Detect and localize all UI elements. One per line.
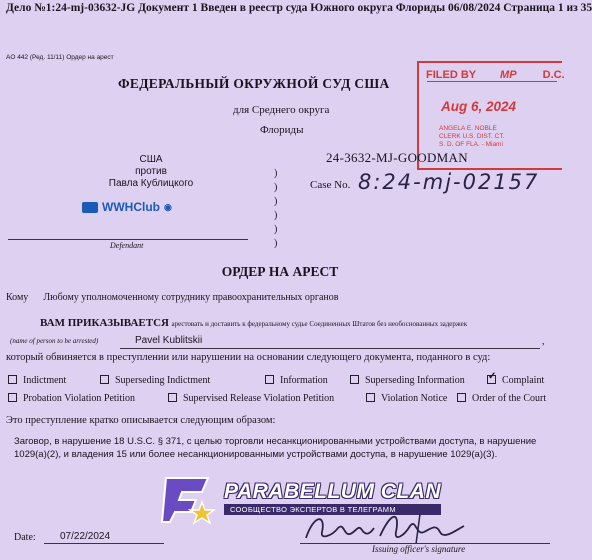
accused-line: который обвиняется в преступлении или нарушении на основании следующего документа, поданного в суд: (6, 352, 491, 363)
defendant-name: Павла Кублицкого (108, 178, 194, 189)
court-district: для Среднего округа (233, 104, 330, 116)
date-label: Date: (14, 532, 36, 543)
document-title: ОРДЕР НА АРЕСТ (221, 264, 339, 279)
clerk-line: CLERK U.S. DIST. CT. (439, 133, 505, 140)
logo-text: WWHClub (102, 200, 160, 214)
checkbox-label: Supervised Release Violation Petition (183, 393, 335, 404)
logo-mark-icon (82, 202, 98, 213)
docket-header: Дело №1:24-mj-03632-JG Документ 1 Введен в реестр суда Южного округа Флориды 06/08/2024 Страница 1 из 35 (6, 2, 592, 14)
checkbox-box[interactable] (100, 375, 109, 384)
checkbox-box[interactable] (265, 375, 274, 384)
court-name: ФЕДЕРАЛЬНЫЙ ОКРУЖНОЙ СУД США (118, 76, 390, 91)
versus: против (135, 166, 167, 177)
checkbox-box[interactable] (8, 393, 17, 402)
command-line (40, 317, 467, 329)
person-name: Pavel Kublitskii (135, 335, 203, 346)
checkbox-label: Superseding Information (365, 375, 465, 386)
checkbox-box[interactable] (8, 375, 17, 384)
checkbox-label: Violation Notice (381, 393, 448, 404)
to-line (6, 292, 338, 303)
filed-by-label: FILED BY (426, 69, 476, 81)
checkbox-box[interactable] (350, 375, 359, 384)
checkbox-box[interactable] (366, 393, 375, 402)
checkbox-label: Indictment (23, 375, 67, 386)
filed-initials: MP (500, 69, 517, 81)
checkbox-box[interactable] (168, 393, 177, 402)
checkbox-order-of-court[interactable] (457, 393, 546, 404)
clerk-block (439, 125, 504, 149)
date-value: 07/22/2024 (60, 531, 111, 542)
checkbox-label: Complaint (502, 375, 545, 386)
form-id: AO 442 (Ред. 11/11) Ордер на арест (6, 54, 114, 61)
clerk-line: ANGELA E. NOBLE (439, 125, 497, 132)
checkbox-label: Information (280, 375, 328, 386)
case-number-label: Case No. (310, 179, 351, 191)
person-label: (name of person to be arrested) (10, 337, 99, 345)
defendant-rule (8, 239, 248, 240)
filed-dc: D.C. (542, 69, 565, 81)
checkbox-information[interactable] (265, 375, 328, 386)
checkbox-box-checked[interactable] (487, 375, 496, 384)
filed-by-line (426, 69, 565, 81)
checkbox-superseding-indictment[interactable] (100, 375, 210, 386)
offense-intro: Это преступление кратко описывается следующим образом: (6, 415, 276, 426)
checkbox-supervised-release[interactable] (168, 393, 334, 404)
case-number-handwritten: 8:24-mj-02157 (358, 170, 540, 194)
defendant-label: Defendant (110, 241, 144, 250)
command-text: арестовать и доставить к федеральному судье Соединенных Штатов без необоснованных задержек (171, 320, 468, 328)
checkbox-label: Order of the Court (472, 393, 547, 404)
checkbox-box[interactable] (457, 393, 466, 402)
offense-description: Заговор, в нарушение 18 U.S.C. § 371, с целью торговли несанкционированными устройствами доступа, в нарушение 1029(a)(2), и владения 15 или более несанкционированными устройствами доступа, в нарушение 1029(a)(3). (14, 436, 537, 460)
checkbox-superseding-information[interactable] (350, 375, 465, 386)
date-rule (44, 543, 164, 544)
parabellum-logo-icon (162, 468, 220, 526)
person-rule (120, 348, 540, 349)
court-state: Флориды (260, 124, 304, 136)
wwhclub-logo (82, 200, 172, 214)
person-comma: , (542, 336, 545, 347)
plaintiff: США (139, 154, 163, 165)
clerk-line: S. D. OF FLA. - Miami (439, 141, 503, 148)
signature-caption: Issuing officer's signature (372, 544, 466, 554)
watermark-tagline: СООБЩЕСТВО ЭКСПЕРТОВ В ТЕЛЕГРАММ (224, 504, 441, 515)
case-number-printed: 24-3632-MJ-GOODMAN (326, 150, 468, 165)
to-label: Кому (6, 292, 29, 303)
checkbox-probation-violation[interactable] (8, 393, 135, 404)
watermark-name: PARABELLUM CLAN (224, 479, 442, 503)
caption-brackets: ) ) ) ) ) ) (274, 168, 278, 249)
command-lead: ВАМ ПРИКАЗЫВАЕТСЯ (40, 317, 169, 329)
checkbox-label: Superseding Indictment (115, 375, 211, 386)
checkbox-complaint[interactable] (487, 375, 544, 386)
logo-globe-icon: ◉ (163, 201, 172, 212)
checkbox-label: Probation Violation Petition (23, 393, 135, 404)
checkbox-indictment[interactable] (8, 375, 66, 386)
to-text: Любому уполномоченному сотруднику правоохранительных органов (43, 292, 339, 303)
checkbox-violation-notice[interactable] (366, 393, 447, 404)
filed-date: Aug 6, 2024 (441, 99, 517, 114)
